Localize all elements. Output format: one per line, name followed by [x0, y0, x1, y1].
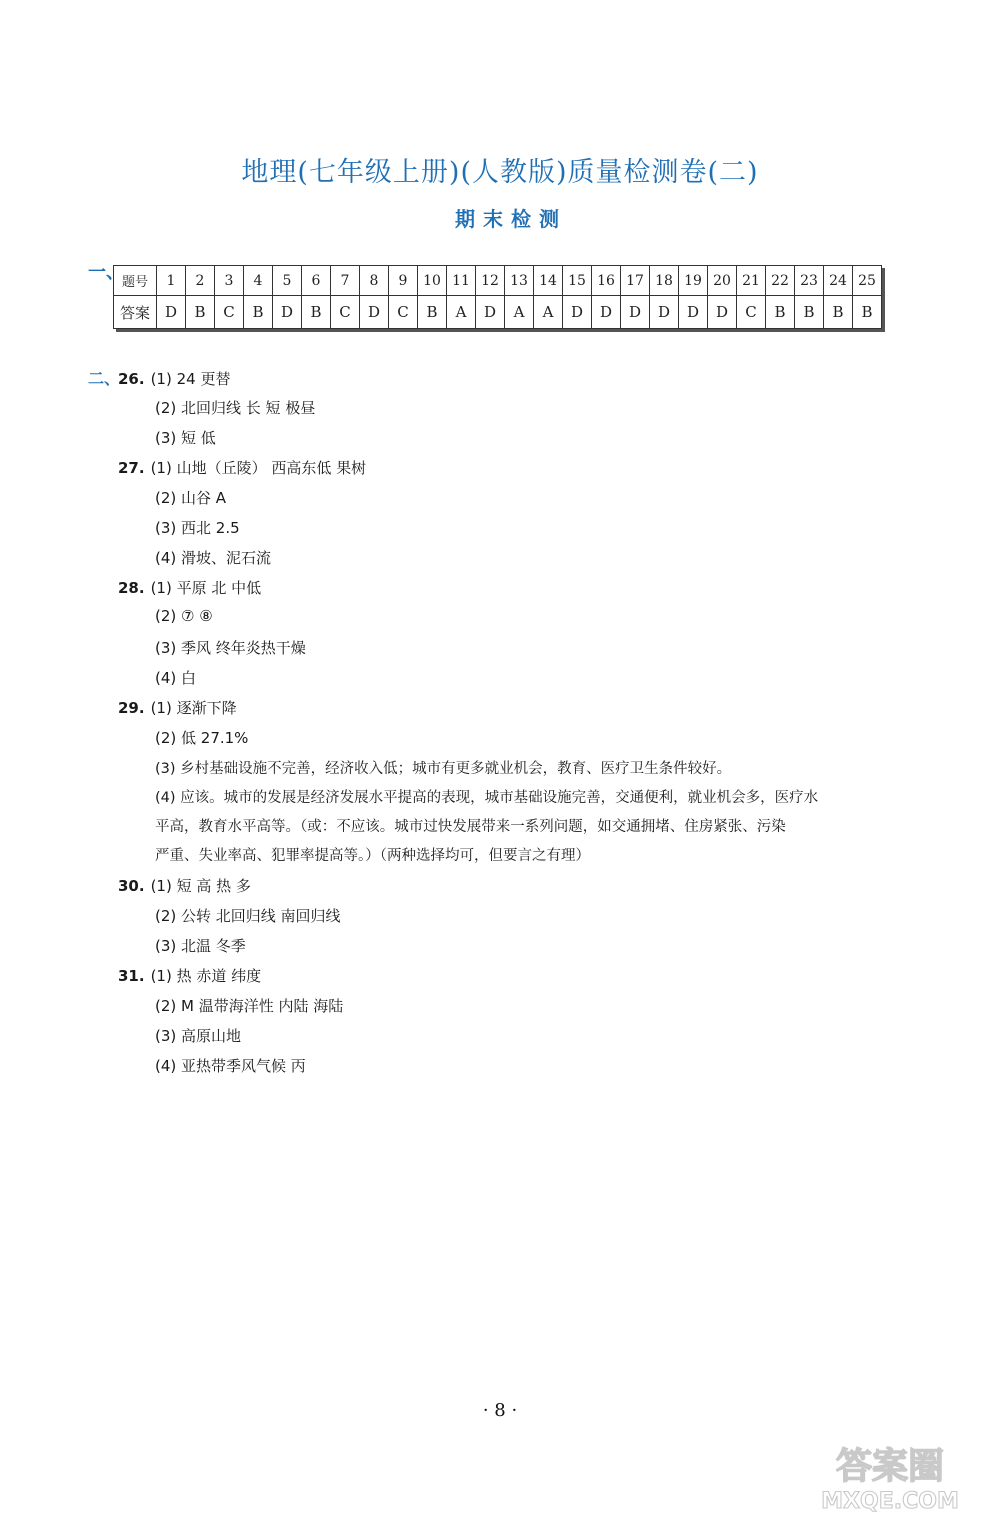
answer-cell: D — [157, 296, 186, 329]
question-number-cell: 1 — [157, 266, 186, 296]
question-number-cell: 3 — [215, 266, 244, 296]
question-number-cell: 4 — [244, 266, 273, 296]
answer-row-label: 答案 — [114, 296, 157, 329]
q29-part4-line2: 平高，教育水平高等。（或：不应该。城市过快发展带来一系列问题，如交通拥堵、住房紧张、污染 — [155, 819, 786, 835]
question-number-cell: 14 — [534, 266, 563, 296]
q30-part2: (2) 公转 北回归线 南回归线 — [155, 907, 341, 925]
number-row-label: 题号 — [114, 266, 157, 296]
q27-line1 — [118, 457, 366, 478]
question-number-cell: 19 — [679, 266, 708, 296]
answer-table — [113, 265, 882, 329]
q27-part1: (1) 山地（丘陵） 西高东低 果树 — [150, 459, 367, 477]
answer-cell: D — [476, 296, 505, 329]
answer-cell: C — [389, 296, 418, 329]
section1-label: 一、 — [88, 262, 124, 283]
section2-label: 二、 — [88, 369, 121, 388]
q30-part1: (1) 短 高 热 多 — [150, 877, 251, 895]
q31-part1: (1) 热 赤道 纬度 — [150, 967, 262, 985]
question-number-cell: 18 — [650, 266, 679, 296]
q26-line1 — [118, 368, 230, 389]
q29-part2: (2) 低 27.1% — [155, 729, 249, 747]
answer-cell: D — [679, 296, 708, 329]
q29-line1 — [118, 697, 237, 718]
q31-part2: (2) M 温带海洋性 内陆 海陆 — [155, 997, 344, 1015]
answer-cell: A — [447, 296, 476, 329]
answer-cell: D — [592, 296, 621, 329]
question-number-cell: 24 — [824, 266, 853, 296]
answer-cell: B — [244, 296, 273, 329]
q31-part3: (3) 高原山地 — [155, 1027, 242, 1045]
question-number-cell: 5 — [273, 266, 302, 296]
q27-part2: (2) 山谷 A — [155, 489, 227, 507]
question-number-cell: 17 — [621, 266, 650, 296]
q31-part4: (4) 亚热带季风气候 丙 — [155, 1057, 306, 1075]
question-number-cell: 22 — [766, 266, 795, 296]
q28-number: 28. — [118, 579, 145, 597]
answer-cell: D — [708, 296, 737, 329]
question-number-cell: 12 — [476, 266, 505, 296]
question-number-cell: 20 — [708, 266, 737, 296]
answer-cell: B — [418, 296, 447, 329]
question-number-cell: 16 — [592, 266, 621, 296]
watermark-logo — [790, 1436, 990, 1516]
question-number-cell: 6 — [302, 266, 331, 296]
answer-cell: A — [534, 296, 563, 329]
q27-part4: (4) 滑坡、泥石流 — [155, 549, 272, 567]
question-number-cell: 2 — [186, 266, 215, 296]
answer-cell: D — [650, 296, 679, 329]
question-number-cell: 7 — [331, 266, 360, 296]
number-row — [114, 266, 882, 296]
q30-line1 — [118, 875, 251, 896]
q30-number: 30. — [118, 877, 145, 895]
svg-text:MXQE.COM: MXQE.COM — [821, 1489, 959, 1514]
answer-cell: D — [273, 296, 302, 329]
q28-part2: (2) ⑦ ⑧ — [155, 607, 213, 625]
question-number-cell: 11 — [447, 266, 476, 296]
answer-cell: C — [215, 296, 244, 329]
question-number-cell: 10 — [418, 266, 447, 296]
q26-part1: (1) 24 更替 — [150, 370, 231, 388]
question-number-cell: 23 — [795, 266, 824, 296]
question-number-cell: 21 — [737, 266, 766, 296]
page-title: 地理(七年级上册)(人教版)质量检测卷(二) — [241, 157, 759, 188]
answer-cell: D — [563, 296, 592, 329]
svg-text:答案圈: 答案圈 — [835, 1446, 945, 1487]
answer-cell: D — [621, 296, 650, 329]
question-number-cell: 15 — [563, 266, 592, 296]
q27-number: 27. — [118, 459, 145, 477]
q28-part1: (1) 平原 北 中低 — [150, 579, 262, 597]
q28-line1 — [118, 577, 261, 598]
answer-cell: B — [766, 296, 795, 329]
q30-part3: (3) 北温 冬季 — [155, 937, 246, 955]
q31-number: 31. — [118, 967, 145, 985]
q29-part3: (3) 乡村基础设施不完善，经济收入低；城市有更多就业机会，教育、医疗卫生条件较好。 — [155, 761, 732, 777]
q28-part4: (4) 白 — [155, 669, 197, 687]
q26-number: 26. — [118, 370, 145, 388]
q28-part3: (3) 季风 终年炎热干燥 — [155, 639, 306, 657]
answer-cell: D — [360, 296, 389, 329]
answer-cell: C — [737, 296, 766, 329]
answer-cell: B — [853, 296, 882, 329]
answer-cell: B — [186, 296, 215, 329]
q29-part4-line1: (4) 应该。城市的发展是经济发展水平提高的表现，城市基础设施完善，交通便利，就业机会多，医疗水 — [155, 790, 819, 806]
answer-row — [114, 296, 882, 329]
question-number-cell: 25 — [853, 266, 882, 296]
answer-cell: B — [302, 296, 331, 329]
answer-cell: C — [331, 296, 360, 329]
answer-cell: B — [824, 296, 853, 329]
q29-number: 29. — [118, 699, 145, 717]
question-number-cell: 9 — [389, 266, 418, 296]
page-number: · 8 · — [482, 1400, 518, 1421]
answer-cell: B — [795, 296, 824, 329]
q31-line1 — [118, 965, 261, 986]
q27-part3: (3) 西北 2.5 — [155, 519, 240, 537]
question-number-cell: 13 — [505, 266, 534, 296]
q26-part3: (3) 短 低 — [155, 429, 216, 447]
q29-part1: (1) 逐渐下降 — [150, 699, 237, 717]
page-subtitle: 期末检测 — [455, 207, 567, 231]
answer-cell: A — [505, 296, 534, 329]
q29-part4-line3: 严重、失业率高、犯罪率提高等。）（两种选择均可，但要言之有理） — [155, 848, 590, 864]
q26-part2: (2) 北回归线 长 短 极昼 — [155, 399, 316, 417]
question-number-cell: 8 — [360, 266, 389, 296]
